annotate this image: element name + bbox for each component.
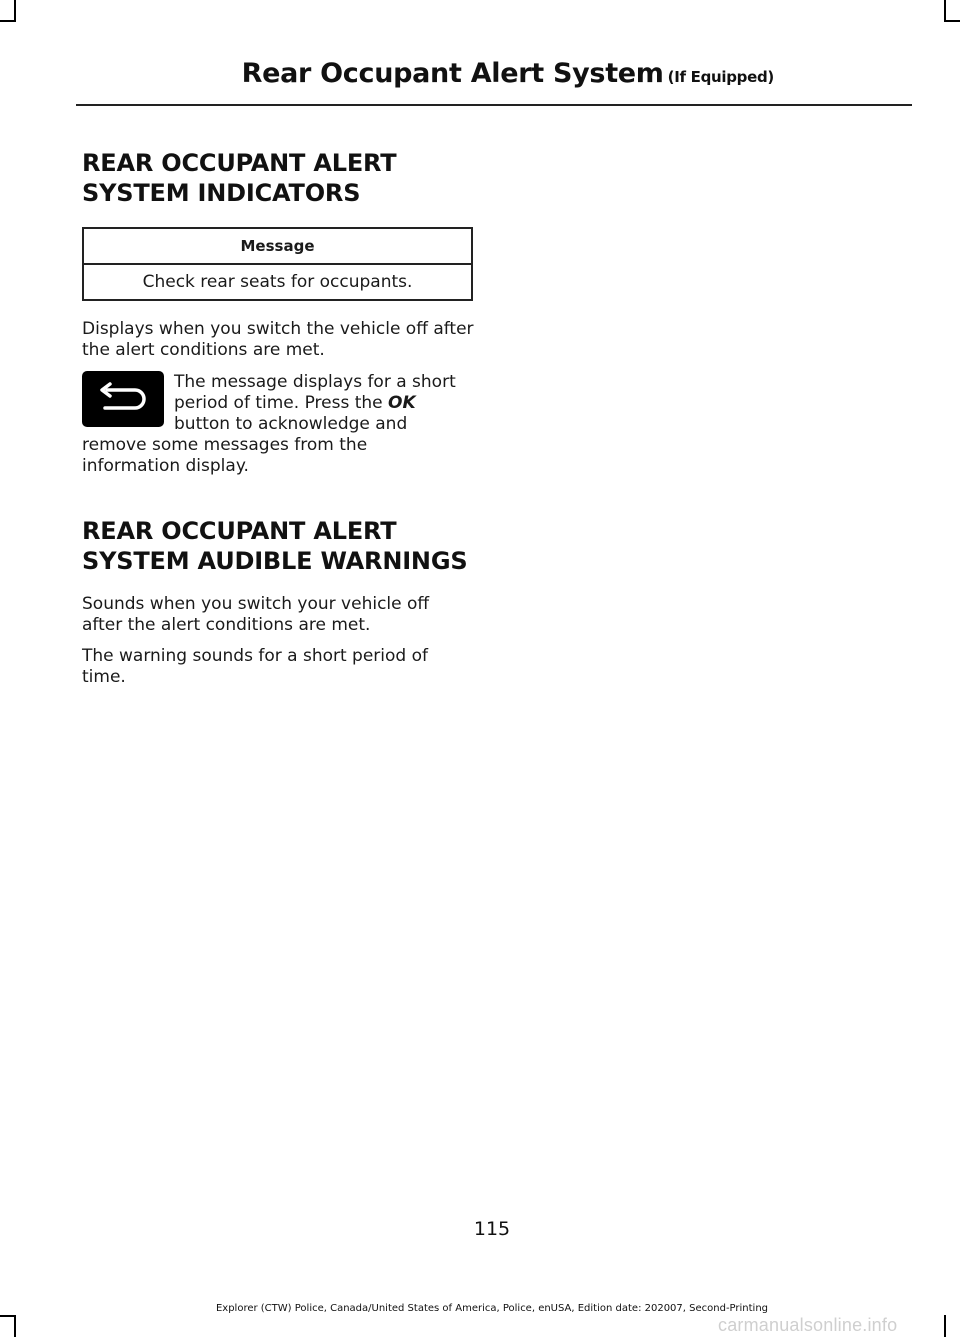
heading-line: REAR OCCUPANT ALERT	[82, 517, 397, 545]
crop-mark	[14, 1315, 16, 1337]
paragraph-text: Displays when you switch the vehicle off after the alert conditions are met.	[82, 319, 474, 360]
crop-mark	[14, 0, 16, 22]
table-cell: Check rear seats for occupants.	[83, 264, 472, 300]
section-indicators-heading	[82, 148, 474, 208]
paragraph-text: Sounds when you switch your vehicle off after the alert conditions are met.	[82, 594, 430, 635]
paragraph	[82, 594, 474, 636]
text-run: button to acknowledge and	[174, 414, 408, 434]
crop-mark	[944, 1315, 946, 1337]
paragraph-text: remove some messages from the information display.	[82, 435, 368, 476]
heading-line: SYSTEM AUDIBLE WARNINGS	[82, 547, 468, 575]
crop-mark	[0, 20, 16, 22]
text-run: The message displays for a short period of time. Press the	[174, 372, 456, 413]
table-header: Message	[83, 228, 472, 264]
crop-mark	[944, 0, 946, 22]
paragraph-text: The warning sounds for a short period of time.	[82, 646, 428, 687]
page-header	[242, 58, 774, 89]
paragraph	[82, 435, 412, 477]
section-audible-heading	[82, 516, 482, 576]
header-title: Rear Occupant Alert System	[241, 58, 664, 89]
paragraph-text	[174, 372, 476, 435]
paragraph	[82, 319, 474, 361]
page-number: 115	[473, 1218, 511, 1240]
heading-line: REAR OCCUPANT ALERT	[82, 149, 397, 177]
return-arrow-icon	[95, 382, 151, 416]
header-divider	[76, 104, 912, 106]
ok-button-label: OK	[388, 393, 416, 413]
edition-footer: Explorer (CTW) Police, Canada/United States of America, Police, enUSA, Edition date: 202007, Second-Printing	[215, 1303, 769, 1314]
paragraph	[82, 646, 474, 688]
header-subtitle: (If Equipped)	[667, 68, 774, 86]
crop-mark	[944, 20, 960, 22]
crop-mark	[0, 1315, 16, 1317]
ok-return-icon	[82, 371, 164, 427]
message-table	[82, 227, 473, 301]
paragraph	[174, 372, 476, 435]
watermark: carmanualsonline.info	[718, 1315, 898, 1335]
heading-line: SYSTEM INDICATORS	[82, 179, 361, 207]
